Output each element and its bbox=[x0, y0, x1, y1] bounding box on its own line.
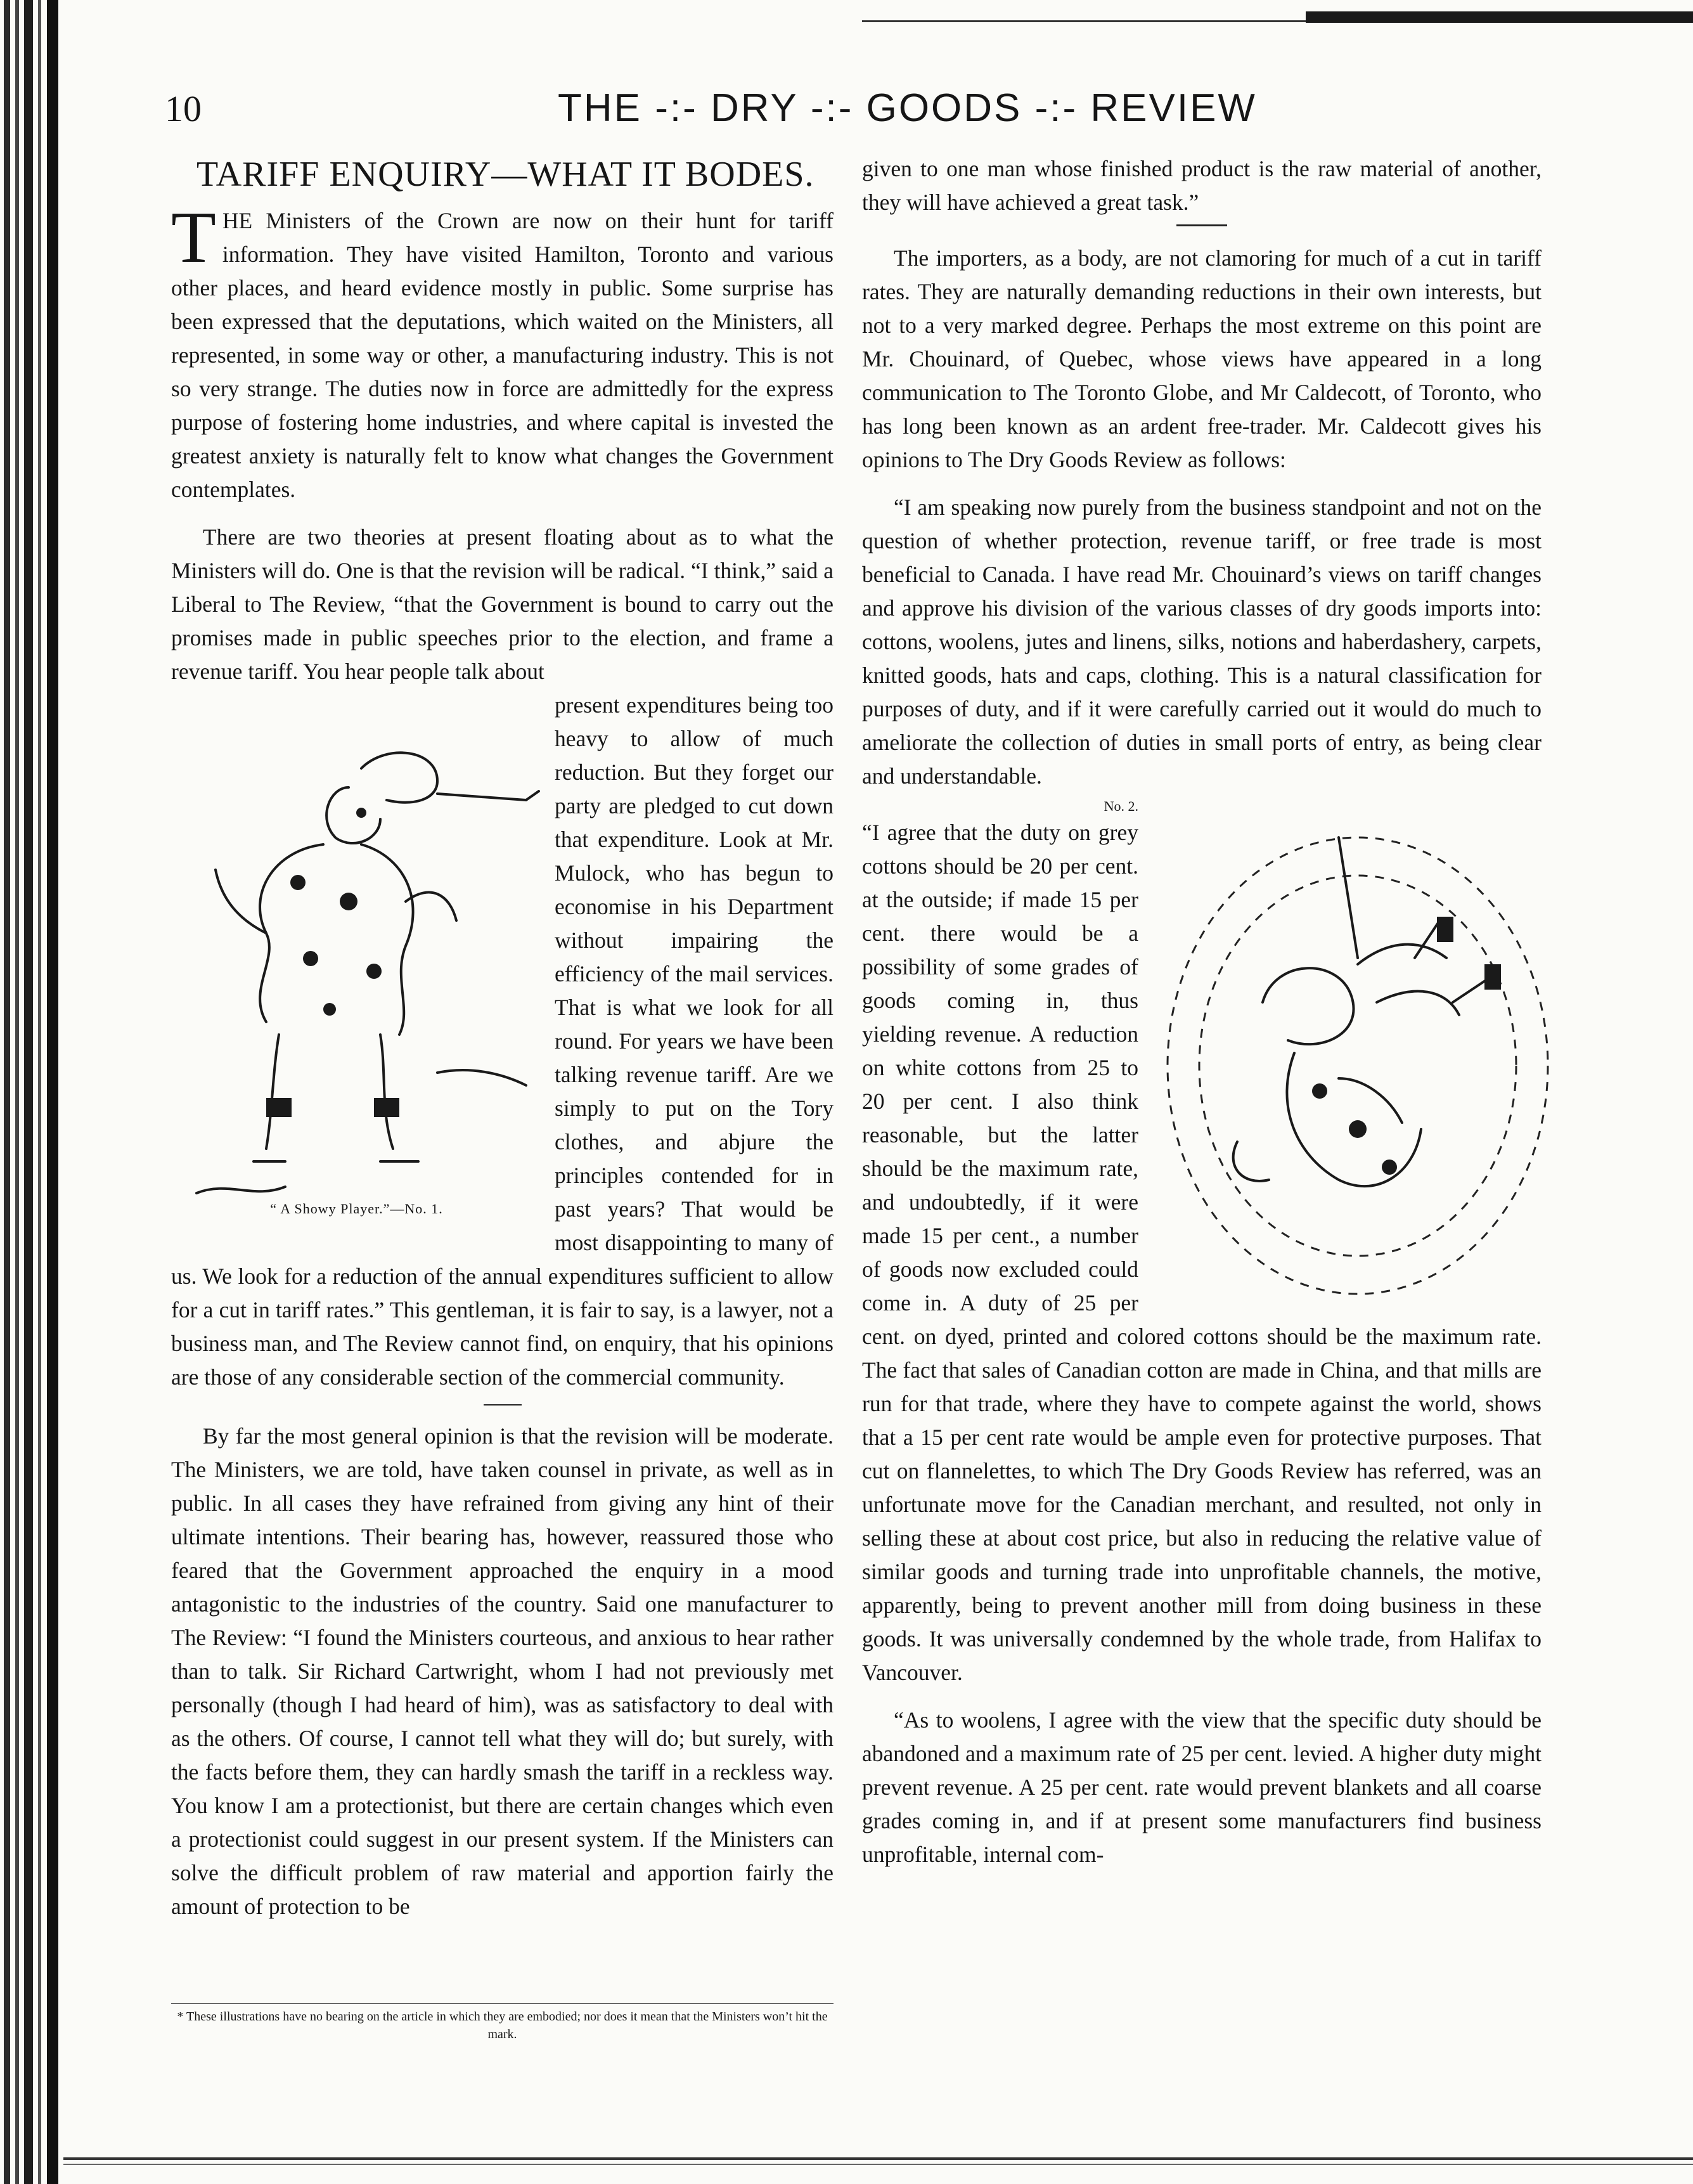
illustration-golfer-1 bbox=[171, 692, 542, 1237]
paragraph-5: The importers, as a body, are not clamoring for much of a cut in tariff rates. They are naturally demanding reductions in their own interests, but not to a very marked degree. Perhaps the most extreme on this point are Mr. Chouinard, of Quebec, whose views have appeared in a long communication to The Toronto Globe, and Mr Caldecott, of Toronto, who has long been known as an ardent free-trader. Mr. Caldecott gives his opinions to The Dry Goods Review as follows: bbox=[862, 245, 1542, 472]
top-scan-edge bbox=[862, 11, 1693, 30]
caption-figure-2: No. 2. bbox=[1104, 798, 1138, 814]
right-column: given to one man whose finished product is the raw material of another, they will have achieved a great task.” The importers, as a body, are not clamoring for much of a cut in tariff rates. They are naturally demanding reductions in their own interests, but not to a very marked degree. Perhaps the most extreme on this point are Mr. Chouinard, of Quebec, whose views have appeared in a long communication to The Toronto Globe, and Mr Caldecott, of Toronto, who has long been known as an ardent free-trader. Mr. Caldecott gives his opinions to The Dry Goods Review as follows: “I am speaking now purely from the business standpoint and not on the question of whether protection, revenue tariff, or free trade is most beneficial to Canada. I have read Mr. Chouinard’s views on tariff changes and approve his division of the various classes of dry goods imports into: cottons, woolens, jutes and linens, silks, notions and haberdashery, carpets, knitted goods, hats and caps, clothing. This is a natural classification for purposes of duty, and if it were carefully carried out it would do much to ameliorate the collection of duties in small ports of entry, as being clear and understandable. No. 2. “I agree that the duty on grey cottons should be 20 per cent. at the outside; if made 15 per cent. there would be a possibility of some grades of goods coming in, thus yielding revenue. A reduction on white cottons from 25 to 20 per cent. I also think reasonable, but the latter should be the maximum rate, and undoubtedly, if it were made 15 per cent., a number of goods now excluded could come in. A duty of 25 per cent. on dyed, printed and colored cottons should be the maximum rate. The fact that sales of Canadian cotton are made in China, and that mills are run for that trade, where they have to compete against the world, shows that a 15 per cent rate would be ample even for protective purposes. That cut on flannelettes, to which The Dry Goods Review has referred, was an unfortunate move for the Canadian merchant, and resulted, not only in selling these at about cost price, but also in reducing the relative value of similar goods and turning trade into unprofitable channels, the motive, apparently, being to prevent another mill from doing business in these goods. It was universally condemned by the whole trade, from Halifax to Vancouver. “As to woolens, I agree with the view that the specific duty should be abandoned and a maximum rate of 25 per cent. levied. A higher duty might prevent revenue. A 25 per cent. rate would prevent blankets and all coarse grades coming in, and if at present some manufacturers find business unprofitable, internal com- bbox=[862, 152, 1542, 1871]
page-number: 10 bbox=[165, 88, 202, 129]
paragraph-6: “I am speaking now purely from the business standpoint and not on the question of whether protection, revenue tariff, or free trade is most beneficial to Canada. I have read Mr. Chouinard’s views on tariff changes and approve his division of the various classes of dry goods imports into: cottons, woolens, jutes and linens, silks, notions and haberdashery, carpets, knitted goods, hats and caps, clothing. This is a natural classification for purposes of duty, and if it were carefully carried out it would do much to ameliorate the collection of duties in small ports of entry, as being clear and understandable. bbox=[862, 494, 1542, 789]
paragraph-2b: present expenditures being too heavy to allow of much reduction. But they forget our party are pledged to cut down that expenditure. Look at Mr. Mulock, who has begun to economise in his Department without impairing the efficiency of the mail services. That is what we look for all round. For years we have been talking revenue tariff. Are we simply to put on the Tory clothes, and abjure the principles contended for in past years? That would be most disappointing to many of us. We look for a reduction of the annual expenditures sufficient to allow for a cut in tariff rates.” This gentleman, it is fair to say, is a lawyer, not a business man, and The Review cannot find, on enquiry, that his opinions are those of any considerable section of the commercial community. bbox=[171, 692, 834, 1390]
section-divider-right bbox=[1176, 224, 1227, 226]
binding-edge bbox=[0, 0, 63, 2184]
illustration-golfer-2 bbox=[1149, 812, 1554, 1319]
golfer-drawing bbox=[171, 692, 542, 1212]
tumbling-golfer-drawing bbox=[1149, 812, 1554, 1307]
paragraph-4: given to one man whose finished product is the raw material of another, they will have achieved a great task.” bbox=[862, 156, 1542, 215]
masthead: THE -:- DRY -:- GOODS -:- REVIEW bbox=[558, 86, 1257, 130]
drop-cap: T bbox=[171, 197, 216, 278]
left-column bbox=[171, 152, 834, 1923]
footnote: * These illustrations have no bearing on the article in which they are embodied; nor does it mean that the Ministers won’t hit the mark. bbox=[171, 2003, 834, 2043]
paragraph-1: THE Ministers of the Crown are now on their hunt for tariff information. They have visited Hamilton, Toronto and various other places, and heard evidence mostly in public. Some surprise has been expressed that the deputations, which waited on the Ministers, all represented, in some way or other, a manufacturing industry. This is not so very strange. The duties now in force are admittedly for the express purpose of fostering home industries, and where capital is invested the greatest anxiety is naturally felt to know what changes the Government contemplates. bbox=[171, 197, 834, 502]
paragraph-3: By far the most general opinion is that the revision will be moderate. The Ministers, we are told, have taken counsel in private, as well as in public. In all cases they have refrained from giving any hint of their ultimate intentions. Their bearing has, however, reassured those who feared that the Government approached the enquiry in a mood antagonistic to the industries of the country. Said one manufacturer to The Review: “I found the Ministers courteous, and anxious to hear rather than to talk. Sir Richard Cartwright, whom I had not previously met personally (though I had heard of him), was as satisfactory to deal with as the others. Of course, I cannot tell what they will do; but surely, with the facts before them, they can hardly smash the tariff in a reckless way. You know I am a protectionist, but there are certain changes which even a protectionist could suggest in our present system. If the Ministers can solve the difficult problem of raw material and apportion fairly the amount of protection to be bbox=[171, 1423, 834, 1919]
paragraph-8: “As to woolens, I agree with the view that the specific duty should be abandoned and a maximum rate of 25 per cent. levied. A higher duty might prevent revenue. A 25 per cent. rate would prevent blankets and all coarse grades coming in, and if at present some manufacturers find business unprofitable, internal com- bbox=[862, 1707, 1542, 1867]
paragraph-2a: There are two theories at present floating about as to what the Ministers will do. One is that the revision will be radical. “I think,” said a Liberal to The Review, “that the Government is bound to carry out the promises made in public speeches prior to the election, and frame a revenue tariff. You hear people talk about bbox=[171, 524, 834, 684]
caption-figure-1: “ A Showy Player.”—No. 1. bbox=[270, 1201, 443, 1217]
section-divider bbox=[484, 1404, 522, 1405]
bottom-scan-edge bbox=[63, 2152, 1693, 2171]
article-headline: TARIFF ENQUIRY—WHAT IT BODES. bbox=[196, 155, 814, 194]
